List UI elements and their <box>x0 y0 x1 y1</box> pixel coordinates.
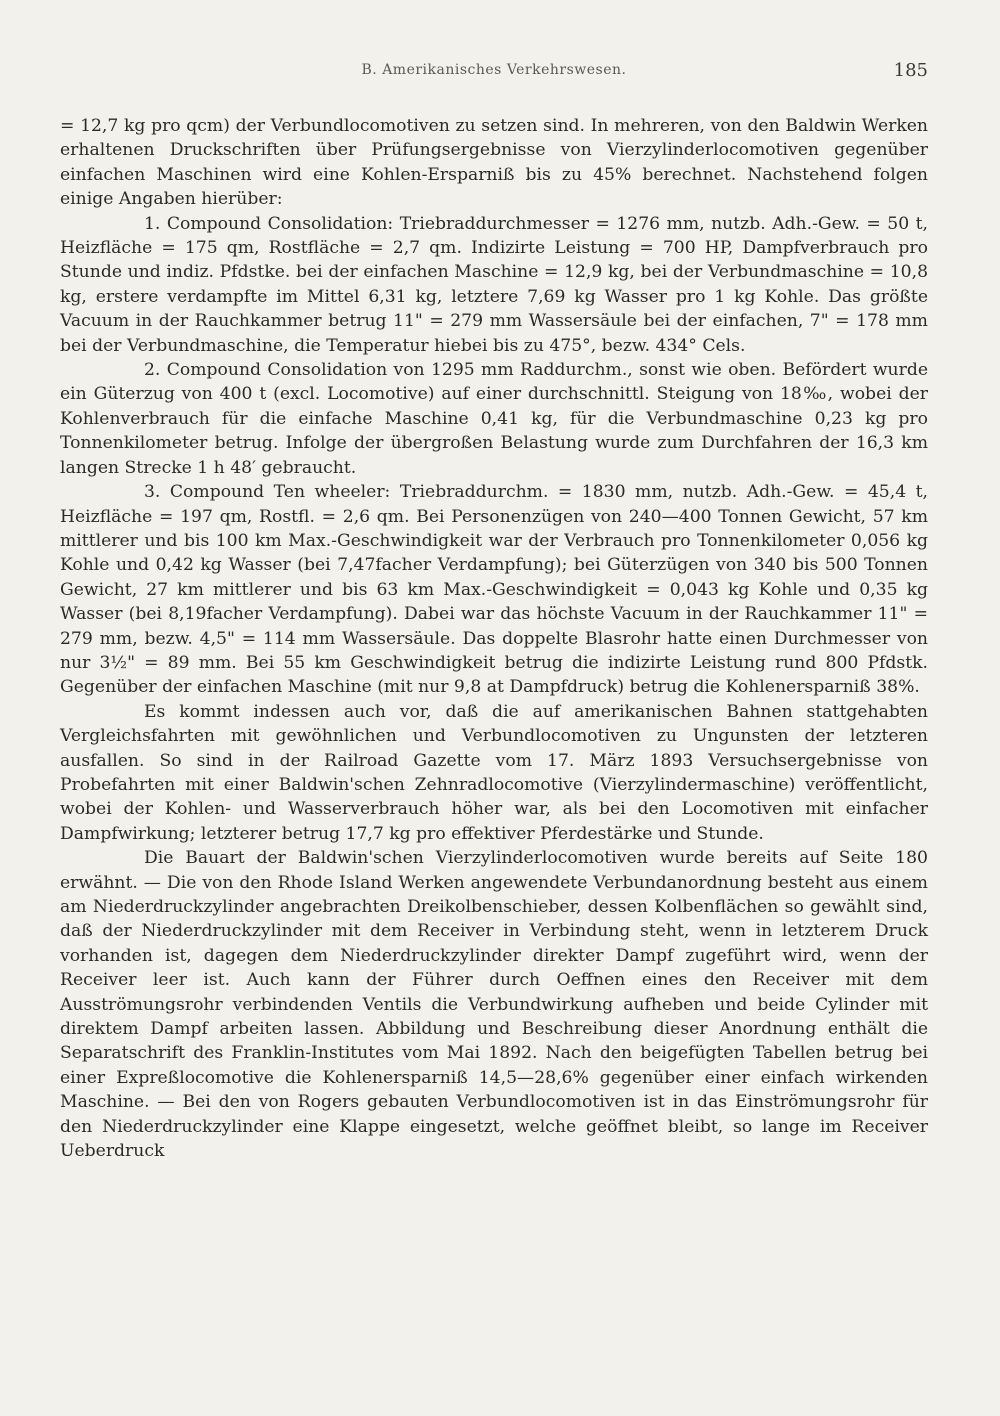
body-text <box>60 114 928 1163</box>
paragraph-baldwin-construction: Die Bauart der Baldwin'schen Vierzylinderlocomotiven wurde bereits auf Seite 180 erwähnt. — Die von den Rhode Island Werken angewendete Verbundanordnung besteht aus einem am Niederdruckzylinder angebrachten Dreikolbenschieber, dessen Kolbenflächen so gewählt sind, daß der Niederdruckzylinder mit dem Receiver in Verbindung steht, wenn in letzterem Druck vorhanden ist, dagegen dem Niederdruckzylinder direkter Dampf zugeführt wird, wenn der Receiver leer ist. Auch kann der Führer durch Oeffnen eines den Receiver mit dem Ausströmungsrohr verbindenden Ventils die Verbundwirkung aufheben und beide Cylinder mit direktem Dampf arbeiten lassen. Abbildung und Beschreibung dieser Anordnung enthält die Separatschrift des Franklin-Institutes vom Mai 1892. Nach den beigefügten Tabellen betrug bei einer Expreßlocomotive die Kohlenersparniß 14,5—28,6% gegenüber einer einfach wirkenden Maschine. — Bei den von Rogers gebauten Verbundlocomotiven ist in das Einströmungsrohr für den Niederdruckzylinder eine Klappe eingesetzt, welche geöffnet bleibt, so lange im Receiver Ueberdruck <box>60 848 928 1162</box>
paragraph-railroad-gazette: Es kommt indessen auch vor, daß die auf amerikanischen Bahnen stattgehabten Vergleichsfahrten mit gewöhnlichen und Verbundlocomotiven zu Ungunsten der letzteren ausfallen. So sind in der Railroad Gazette vom 17. März 1893 Versuchsergebnisse von Probefahrten mit einer Baldwin'schen Zehnradlocomotive (Vierzylindermaschine) veröffentlicht, wobei der Kohlen- und Wasserverbrauch höher war, als bei den Locomotiven mit einfacher Dampfwirkung; letzterer betrug 17,7 kg pro effektiver Pferdestärke und Stunde. <box>60 701 928 844</box>
paragraph-item-3: 3. Compound Ten wheeler: Triebraddurchm. = 1830 mm, nutzb. Adh.-Gew. = 45,4 t, Heizfläche = 197 qm, Rostfl. = 2,6 qm. Bei Personenzügen von 240—400 Tonnen Gewicht, 57 km mittlerer und bis 100 km Max.-Geschwindigkeit war der Verbrauch pro Tonnenkilometer 0,056 kg Kohle und 0,42 kg Wasser (bei 7,47facher Verdampfung); bei Güterzügen von 340 bis 500 Tonnen Gewicht, 27 km mittlerer und bis 63 km Max.-Geschwindigkeit = 0,043 kg Kohle und 0,35 kg Wasser (bei 8,19facher Verdampfung). Dabei war das höchste Vacuum in der Rauchkammer 11" = 279 mm, bezw. 4,5" = 114 mm Wassersäule. Das doppelte Blasrohr hatte einen Durchmesser von nur 3½" = 89 mm. Bei 55 km Geschwindigkeit betrug die indizirte Leistung rund 800 Pfdstk. Gegenüber der einfachen Maschine (mit nur 9,8 at Dampfdruck) betrug die Kohlenersparniß 38%. <box>60 482 928 698</box>
page-number: 185 <box>893 60 928 81</box>
paragraph-item-2: 2. Compound Consolidation von 1295 mm Raddurchm., sonst wie oben. Befördert wurde ein Güterzug von 400 t (excl. Locomotive) auf einer durchschnittl. Steigung von 18‰, wobei der Kohlenverbrauch für die einfache Maschine 0,41 kg, für die Verbundmaschine 0,23 kg pro Tonnenkilometer betrug. Infolge der übergroßen Belastung wurde zum Durchfahren der 16,3 km langen Strecke 1 h 48′ gebraucht. <box>60 360 928 478</box>
running-title: B. Amerikanisches Verkehrswesen. <box>361 62 627 78</box>
paragraph-continuation: = 12,7 kg pro qcm) der Verbundlocomotiven zu setzen sind. In mehreren, von den Baldwin Werken erhaltenen Druckschriften über Prüfungsergebnisse von Vierzylinderlocomotiven gegenüber einfachen Maschinen wird eine Kohlen-Ersparniß bis zu 45% berechnet. Nachstehend folgen einige Angaben hierüber: <box>60 116 928 210</box>
paragraph-item-1: 1. Compound Consolidation: Triebraddurchmesser = 1276 mm, nutzb. Adh.-Gew. = 50 t, Heizfläche = 175 qm, Rostfläche = 2,7 qm. Indizirte Leistung = 700 HP, Dampfverbrauch pro Stunde und indiz. Pfdstke. bei der einfachen Maschine = 12,9 kg, bei der Verbundmaschine = 10,8 kg, erstere verdampfte im Mittel 6,31 kg, letztere 7,69 kg Wasser pro 1 kg Kohle. Das größte Vacuum in der Rauchkammer betrug 11" = 279 mm Wassersäule bei der einfachen, 7" = 178 mm bei der Verbundmaschine, die Temperatur hiebei bis zu 475°, bezw. 434° Cels. <box>60 213 928 356</box>
page-header <box>60 62 928 84</box>
